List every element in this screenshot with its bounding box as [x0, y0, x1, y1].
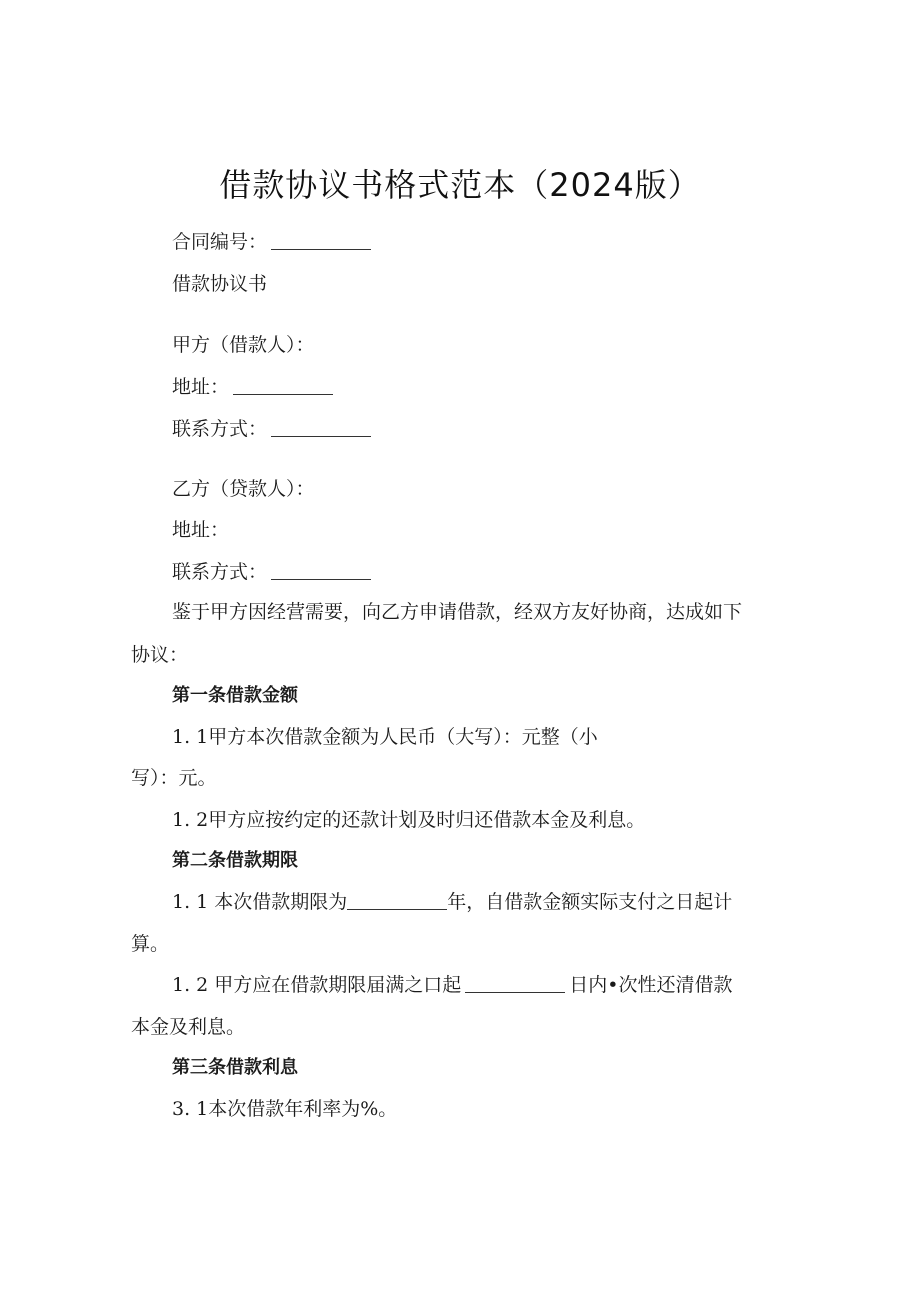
document-subtitle: 借款协议书 [172, 273, 268, 295]
loan-term-blank[interactable] [347, 891, 447, 910]
article-1-clause-2: 1. 2甲方应按约定的还款计划及时归还借款本金及利息。 [172, 809, 646, 831]
article-2-clause-1-line-1 [172, 890, 732, 914]
party-b-heading: 乙方（贷款人）： [172, 478, 315, 500]
party-b-address-label: 地址： [172, 519, 230, 541]
preamble-line-1: 鉴于甲方因经营需要，向乙方申请借款，经双方友好协商，达成如下 [172, 601, 743, 623]
repayment-days-blank[interactable] [465, 974, 565, 993]
article-2-heading: 第二条借款期限 [172, 850, 298, 871]
article-1-clause-1-line-2: 写）：元。 [131, 767, 217, 789]
party-a-contact-line [172, 417, 375, 441]
article-2-clause-2-line-2: 本金及利息。 [131, 1016, 246, 1038]
article-2-clause-1-prefix: 1. 1 本次借款期限为 [172, 891, 348, 913]
contract-number-blank[interactable] [271, 231, 371, 250]
contract-number-line [172, 230, 375, 254]
contract-number-label: 合同编号： [172, 231, 268, 253]
document-title: 借款协议书格式范本（2024版） [219, 166, 701, 204]
article-2-clause-1-suffix: 年，自借款金额实际支付之日起计 [447, 891, 733, 913]
article-2-clause-2-line-1 [172, 973, 733, 997]
party-a-address-label: 地址： [172, 376, 230, 398]
article-2-clause-2-suffix: 日内•次性还清借款 [569, 974, 733, 996]
preamble-line-2: 协议： [131, 644, 189, 666]
party-a-heading: 甲方（借款人）： [172, 334, 315, 356]
party-b-contact-blank[interactable] [271, 561, 371, 580]
party-a-contact-label: 联系方式： [172, 418, 268, 440]
article-3-clause-1: 3. 1本次借款年利率为%。 [172, 1098, 398, 1120]
party-b-contact-label: 联系方式： [172, 561, 268, 583]
party-a-address-blank[interactable] [233, 376, 333, 395]
party-a-contact-blank[interactable] [271, 418, 371, 437]
article-1-clause-1-line-1: 1. 1甲方本次借款金额为人民币（大写）：元整（小 [172, 726, 598, 748]
article-2-clause-2-prefix: 1. 2 甲方应在借款期限届满之口起 [172, 974, 462, 996]
article-3-heading: 第三条借款利息 [172, 1057, 298, 1078]
article-1-heading: 第一条借款金额 [172, 685, 298, 706]
party-b-contact-line [172, 560, 375, 584]
article-2-clause-1-line-2: 算。 [131, 933, 170, 955]
party-a-address-line [172, 375, 337, 399]
